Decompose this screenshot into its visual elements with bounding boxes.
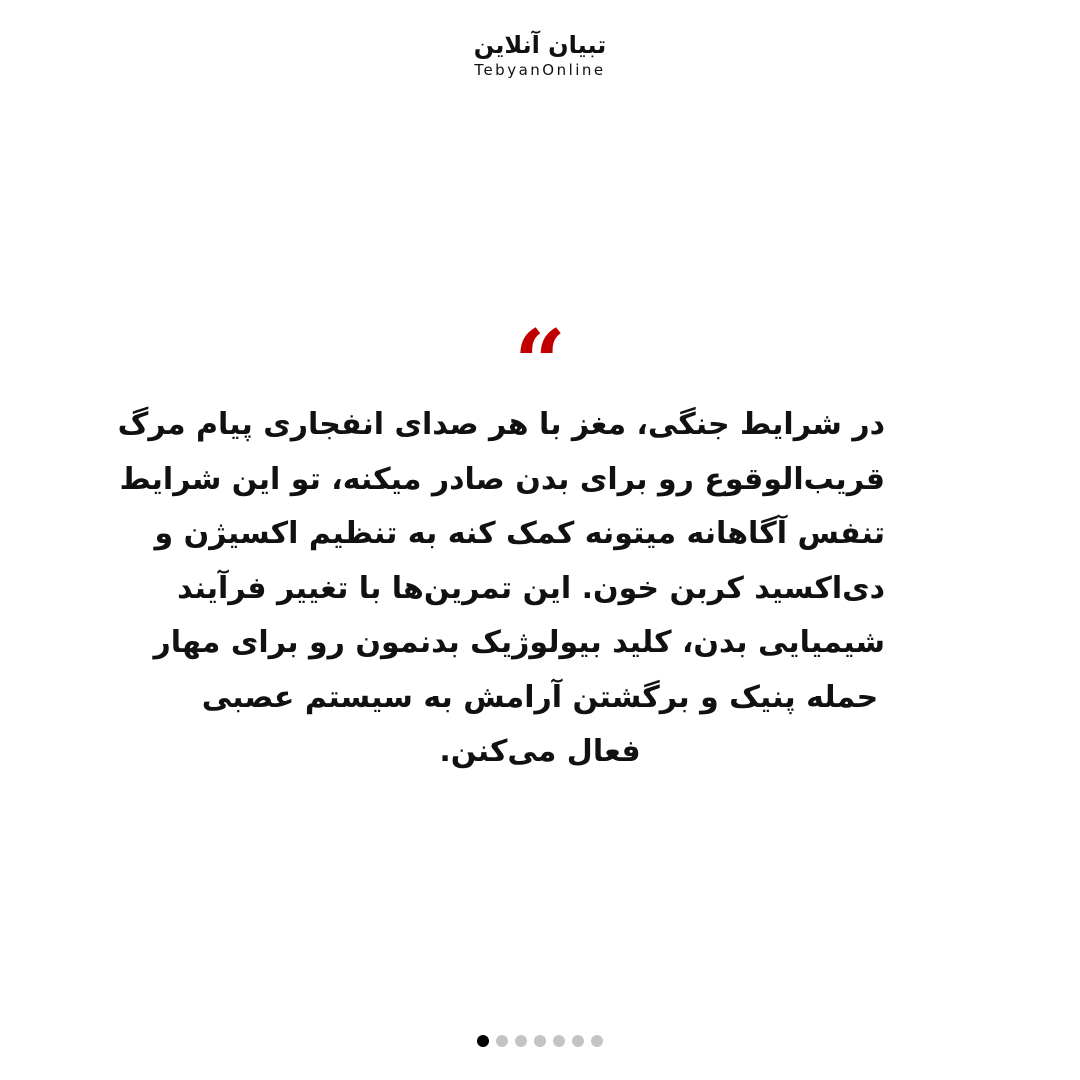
logo-persian-text: تبیان آنلاین	[473, 31, 607, 59]
pagination-dot-4[interactable]	[534, 1035, 546, 1047]
quote-line: حمله پنیک و برگشتن آرامش به سیستم عصبی	[201, 679, 879, 715]
pagination-dot-7[interactable]	[591, 1035, 603, 1047]
logo-english-text: TebyanOnline	[474, 61, 606, 79]
quote-line: فعال می‌کنن.	[439, 734, 641, 769]
pagination-dot-3[interactable]	[515, 1035, 527, 1047]
pagination-dot-5[interactable]	[553, 1035, 565, 1047]
quote-text	[117, 398, 885, 780]
carousel-pagination	[0, 1035, 1080, 1047]
quote-mark-glyph: “	[514, 322, 566, 382]
quote-line: دی‌اکسید کربن خون. این تمرین‌ها با تغییر فرآیند	[177, 570, 885, 606]
pagination-dot-6[interactable]	[572, 1035, 584, 1047]
pagination-dot-2[interactable]	[496, 1035, 508, 1047]
pagination-dot-1-active[interactable]	[477, 1035, 489, 1047]
quote-line: قریب‌الوقوع رو برای بدن صادر میکنه، تو این شرایط	[119, 461, 885, 497]
brand-logo	[0, 30, 1080, 80]
quote-line: در شرایط جنگی، مغز با هر صدای انفجاری پیام مرگ	[117, 407, 885, 442]
quote-line: تنفس آگاهانه میتونه کمک کنه به تنظیم اکسیژن و	[154, 516, 885, 551]
quote-line: شیمیایی بدن، کلید بیولوژیک بدنمون رو برای مهار	[153, 625, 885, 660]
quote-mark-icon	[0, 322, 1080, 382]
